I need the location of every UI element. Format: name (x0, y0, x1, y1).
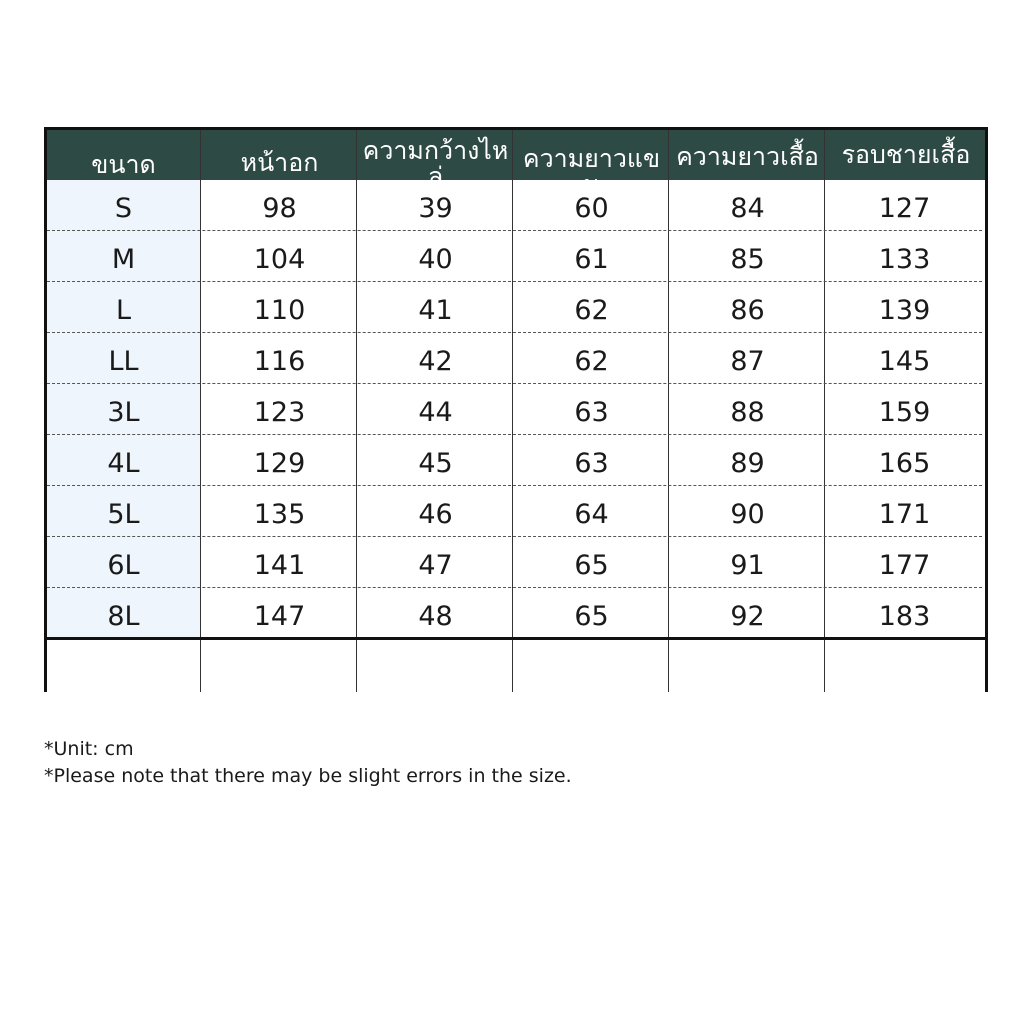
table-bottom-border (44, 637, 988, 640)
size-cell: 3L (107, 397, 140, 428)
header-sleeve-length: ความยาวแขน (522, 144, 661, 199)
hem-cell: 133 (878, 244, 931, 275)
size-cell: L (115, 295, 132, 326)
hem-cell: 165 (878, 448, 931, 479)
shoulder-cell: 41 (418, 295, 453, 326)
shoulder-cell: 47 (418, 550, 453, 581)
table-row (47, 384, 982, 435)
unit-note: *Unit: cm (44, 738, 134, 760)
sleeve-cell: 62 (574, 295, 609, 326)
length-cell: 84 (730, 193, 765, 224)
sleeve-cell: 63 (574, 397, 609, 428)
shoulder-cell: 46 (418, 499, 453, 530)
sleeve-cell: 64 (574, 499, 609, 530)
table-row (47, 231, 982, 282)
disclaimer-note: *Please note that there may be slight errors in the size. (44, 765, 572, 787)
table-row (47, 588, 982, 639)
size-cell: LL (108, 346, 139, 377)
sleeve-cell: 62 (574, 346, 609, 377)
table-row (47, 486, 982, 537)
hem-cell: 183 (878, 601, 931, 632)
hem-cell: 171 (878, 499, 931, 530)
table-left-border (44, 127, 47, 692)
chest-cell: 135 (253, 499, 306, 530)
header-body-length: ความยาวเสื้อ (676, 142, 819, 171)
size-cell: 4L (107, 448, 140, 479)
length-cell: 89 (730, 448, 765, 479)
shoulder-cell: 39 (418, 193, 453, 224)
hem-cell: 139 (878, 295, 931, 326)
header-hem-circumference: รอบชายเสื้อ (841, 140, 971, 169)
size-cell: 6L (107, 550, 140, 581)
table-row (47, 180, 982, 231)
shoulder-cell: 45 (418, 448, 453, 479)
shoulder-cell: 42 (418, 346, 453, 377)
table-header-row (47, 130, 985, 199)
chest-cell: 141 (253, 550, 306, 581)
table-row (47, 282, 982, 333)
chest-cell: 116 (253, 346, 306, 377)
table-right-border (985, 127, 988, 692)
sleeve-cell: 63 (574, 448, 609, 479)
table-row (47, 333, 982, 384)
chest-cell: 104 (253, 244, 306, 275)
size-cell: S (114, 193, 133, 224)
chest-cell: 98 (262, 193, 297, 224)
shoulder-cell: 44 (418, 397, 453, 428)
sleeve-cell: 60 (574, 193, 609, 224)
table-row (47, 435, 982, 486)
chest-cell: 123 (253, 397, 306, 428)
size-cell: 8L (107, 601, 140, 632)
table-row (47, 537, 982, 588)
size-cell: 5L (107, 499, 140, 530)
chest-cell: 129 (253, 448, 306, 479)
chest-cell: 110 (253, 295, 306, 326)
shoulder-cell: 48 (418, 601, 453, 632)
chest-cell: 147 (253, 601, 306, 632)
size-chart-table (44, 127, 988, 692)
hem-cell: 145 (878, 346, 931, 377)
sleeve-cell: 61 (574, 244, 609, 275)
hem-cell: 159 (878, 397, 931, 428)
length-cell: 90 (730, 499, 765, 530)
length-cell: 92 (730, 601, 765, 632)
shoulder-cell: 40 (418, 244, 453, 275)
header-chest: หน้าอก (240, 148, 319, 177)
hem-cell: 127 (878, 193, 931, 224)
sleeve-cell: 65 (574, 550, 609, 581)
hem-cell: 177 (878, 550, 931, 581)
sleeve-cell: 65 (574, 601, 609, 632)
length-cell: 88 (730, 397, 765, 428)
size-cell: M (111, 244, 136, 275)
size-notes (44, 736, 572, 790)
length-cell: 87 (730, 346, 765, 377)
length-cell: 91 (730, 550, 765, 581)
header-size: ขนาด (91, 150, 156, 179)
length-cell: 85 (730, 244, 765, 275)
length-cell: 86 (730, 295, 765, 326)
header-shoulder-width: ความกว้างไหล่ (362, 136, 509, 191)
